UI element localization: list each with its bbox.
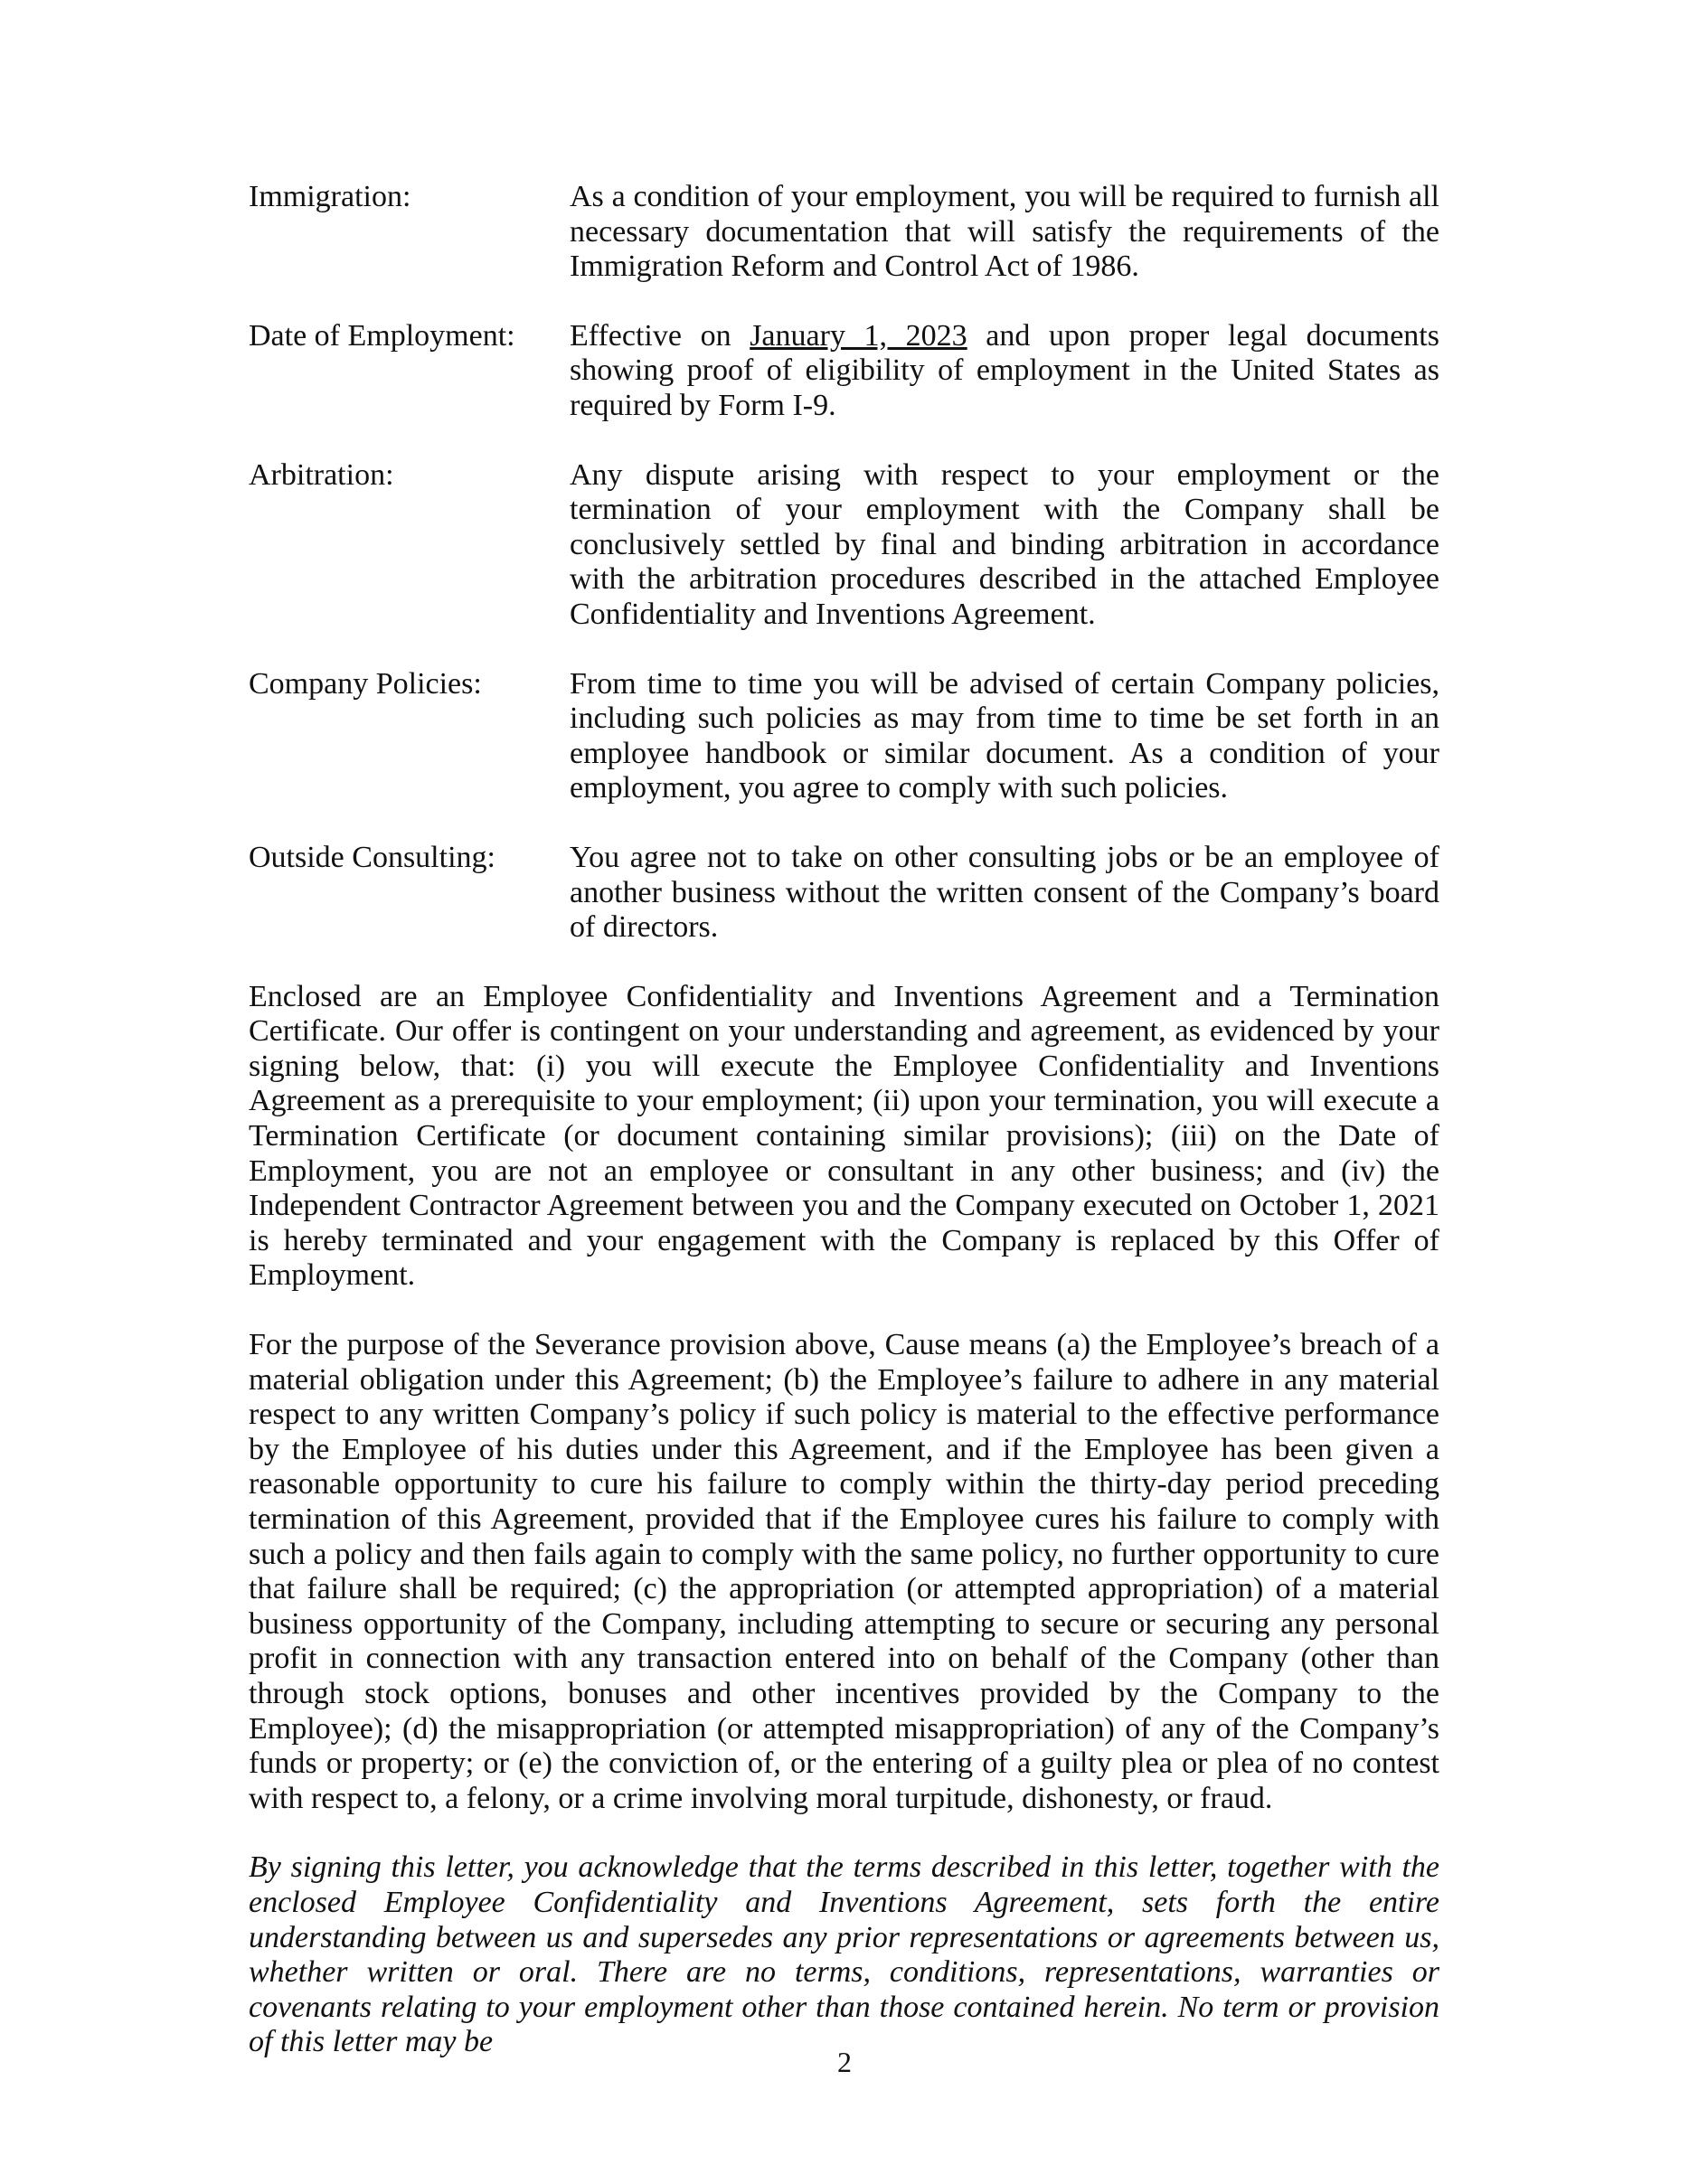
paragraph-acknowledgement: By signing this letter, you acknowledge that the terms described in this letter, together with the enclosed Employee Confidentiality and Inventions Agreement, sets forth the entire understanding between us and supersedes any prior representations or agreements between us, whether written or oral. There are no terms, conditions, representations, warranties or covenants relating to your employment other than those contained herein. No term or provision of this letter may be <box>249 1850 1439 2059</box>
term-immigration <box>249 180 1439 285</box>
page-number: 2 <box>837 2046 852 2078</box>
term-label: Immigration: <box>249 180 411 213</box>
term-text: Any dispute arising with respect to your employment or the termination of your employment with the Company shall be conclusively settled by final and binding arbitration in accordance with the arbitration procedures described in the attached Employee Confidentiality and Inventions Agreement. <box>570 457 1439 631</box>
term-text: As a condition of your employment, you will be required to furnish all necessary documentation that will satisfy the requirements of the Immigration Reform and Control Act of 1986. <box>570 180 1439 284</box>
term-outside-consulting <box>249 841 1439 946</box>
term-text: From time to time you will be advised of certain Company policies, including such policies as may from time to time be set forth in an employee handbook or similar document. As a condition of your employment, you agree to comply with such policies. <box>570 666 1439 805</box>
term-company-policies <box>249 667 1439 806</box>
letter-body <box>249 180 1439 2060</box>
term-arbitration <box>249 458 1439 633</box>
employment-date: January 1, 2023 <box>750 318 967 353</box>
term-label: Outside Consulting: <box>249 840 495 874</box>
term-label: Arbitration: <box>249 457 394 492</box>
paragraph-enclosed-agreements: Enclosed are an Employee Confidentiality and Inventions Agreement and a Termination Certificate. Our offer is contingent on your understanding and agreement, as evidenced by your signing below, that: (i) you will execute the Employee Confidentiality and Inventions Agreement as a prerequisite to your employment; (ii) upon your termination, you will execute a Termination Certificate (or document containing similar provisions); (iii) on the Date of Employment, you are not an employee or consultant in any other business; and (iv) the Independent Contractor Agreement between you and the Company executed on October 1, 2021 is hereby terminated and your engagement with the Company is replaced by this Offer of Employment. <box>249 979 1439 1293</box>
paragraph-cause-definition: For the purpose of the Severance provision above, Cause means (a) the Employee’s breach of a material obligation under this Agreement; (b) the Employee’s failure to adhere in any material respect to any written Company’s policy if such policy is material to the effective performance by the Employee of his duties under this Agreement, and if the Employee has been given a reasonable opportunity to cure his failure to comply within the thirty-day period preceding termination of this Agreement, provided that if the Employee cures his failure to comply with such a policy and then fails again to comply with the same policy, no further opportunity to cure that failure shall be required; (c) the appropriation (or attempted appropriation) of a material business opportunity of the Company, including attempting to secure or securing any personal profit in connection with any transaction entered into on behalf of the Company (other than through stock options, bonuses and other incentives provided by the Company to the Employee); (d) the misappropriation (or attempted misappropriation) of any of the Company’s funds or property; or (e) the conviction of, or the entering of a guilty plea or plea of no contest with respect to, a felony, or a crime involving moral turpitude, dishonesty, or fraud. <box>249 1328 1439 1815</box>
term-text <box>570 319 1439 424</box>
term-label: Company Policies: <box>249 666 482 701</box>
term-text: You agree not to take on other consulting jobs or be an employee of another business without the written consent of the Company’s board of directors. <box>570 840 1439 945</box>
term-label: Date of Employment: <box>249 318 515 353</box>
term-text-before-date: Effective on <box>570 318 750 353</box>
term-date-of-employment <box>249 319 1439 424</box>
term-text-after-date: and upon proper legal documents showing proof of eligibility of employment in the United States as required by Form I-9. <box>570 318 1439 422</box>
